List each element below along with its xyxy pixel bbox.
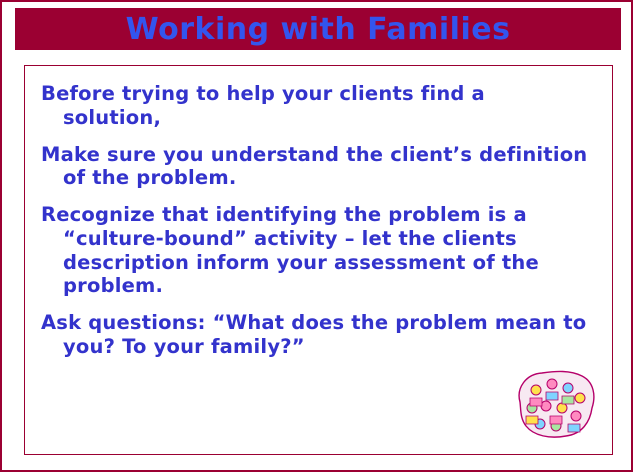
slide-title-bar xyxy=(15,8,621,50)
bullet-line-primary: Make sure you understand the client’s definition xyxy=(41,142,588,166)
bullet-line-continuation: “culture-bound” activity – let the clients description inform your assessment of the problem. xyxy=(63,226,539,298)
list-item xyxy=(41,82,594,130)
group-of-people-clipart-icon xyxy=(512,368,598,440)
bullet-line-continuation: solution, xyxy=(63,105,162,129)
slide-content-box xyxy=(24,65,613,455)
list-item xyxy=(41,311,594,359)
bullet-line-primary: Recognize that identifying the problem is a xyxy=(41,203,527,227)
bullet-line-continuation: of the problem. xyxy=(63,166,237,190)
bullet-line-primary: Before trying to help your clients find a xyxy=(41,82,485,105)
bullet-line-continuation: you? To your family?” xyxy=(63,335,305,359)
bullet-line-primary: Ask questions: “What does the problem mean to xyxy=(41,311,587,335)
list-item xyxy=(41,203,594,298)
page-title: Working with Families xyxy=(125,11,511,47)
list-item xyxy=(41,143,594,191)
